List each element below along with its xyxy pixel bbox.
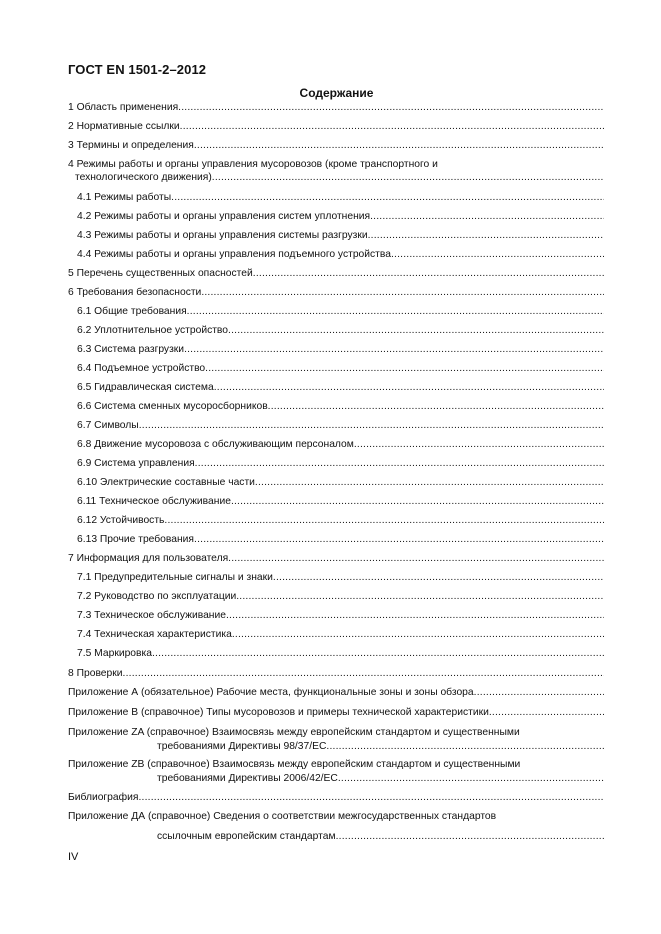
toc-entry-6-2[interactable] (77, 323, 604, 337)
dot-leader (164, 514, 604, 527)
dot-leader (226, 609, 604, 622)
dot-leader (178, 101, 604, 114)
toc-entry-8[interactable] (68, 666, 604, 680)
toc-entry-text: 6.5 Гидравлическая система (77, 382, 214, 393)
toc-entry-6-11[interactable] (77, 494, 604, 508)
page-number: IV (68, 851, 79, 863)
dot-leader (139, 419, 604, 432)
toc-entry-text: 4.4 Режимы работы и органы управления подъемного устройства (77, 249, 391, 260)
toc-entry-annex-zb[interactable] (157, 771, 604, 785)
toc-entry-6-5[interactable] (77, 380, 604, 394)
dot-leader (268, 400, 604, 413)
toc-entry-text: 6.13 Прочие требования (77, 534, 195, 545)
dot-leader (194, 139, 604, 152)
toc-entry-text: 6.1 Общие требования (77, 306, 187, 317)
dot-leader (336, 830, 604, 843)
dot-leader (273, 571, 604, 584)
toc-entry-text: требованиями Директивы 98/37/ЕС (157, 741, 327, 752)
dot-leader (138, 791, 604, 804)
dot-leader (187, 305, 604, 318)
toc-entry-1[interactable] (68, 100, 604, 114)
toc-entry-text: 6.9 Система управления (77, 458, 195, 469)
toc-entry-6-6[interactable] (77, 399, 604, 413)
toc-entry-6-10[interactable] (77, 475, 604, 489)
toc-entry-annex-za-line1: Приложение ZA (справочное) Взаимосвязь между европейским стандартом и существенными (68, 727, 520, 738)
dot-leader (391, 248, 604, 261)
toc-entry-bibliography[interactable] (68, 790, 604, 804)
toc-entry-7-1[interactable] (77, 570, 604, 584)
dot-leader (171, 191, 604, 204)
dot-leader (474, 686, 604, 699)
toc-entry-text: 6.6 Система сменных мусоросборников (77, 401, 268, 412)
toc-entry-text: 6 Требования безопасности (68, 287, 202, 298)
toc-entry-4-4[interactable] (77, 247, 604, 261)
toc-entry-4-1[interactable] (77, 190, 604, 204)
toc-entry-text: Приложение А (обязательное) Рабочие места, функциональные зоны и зоны обзора (68, 687, 474, 698)
dot-leader (326, 740, 604, 753)
toc-entry-6-3[interactable] (77, 342, 604, 356)
dot-leader (212, 171, 604, 184)
toc-entry-text: 7.2 Руководство по эксплуатации (77, 591, 237, 602)
toc-entry-annex-b[interactable] (68, 705, 604, 719)
dot-leader (368, 229, 604, 242)
toc-entry-4[interactable] (75, 170, 604, 184)
dot-leader (123, 667, 604, 680)
toc-entry-text: 7.1 Предупредительные сигналы и знаки (77, 572, 273, 583)
toc-entry-6-12[interactable] (77, 513, 604, 527)
toc-entry-text: 1 Область применения (68, 102, 179, 113)
toc-entry-4-2[interactable] (77, 209, 604, 223)
toc-entry-6-13[interactable] (77, 532, 604, 546)
toc-entry-text: 4.1 Режимы работы (77, 192, 172, 203)
toc-entry-annex-da[interactable] (157, 829, 604, 843)
dot-leader (194, 533, 604, 546)
toc-entry-text: 6.10 Электрические составные части (77, 477, 255, 488)
dot-leader (228, 324, 604, 337)
toc-entry-7-4[interactable] (77, 627, 604, 641)
toc-entry-annex-da-line1: Приложение ДА (справочное) Сведения о соответствии межгосударственных стандартов (68, 811, 497, 822)
dot-leader (232, 628, 604, 641)
toc-entry-6-7[interactable] (77, 418, 604, 432)
toc-entry-7[interactable] (68, 551, 604, 565)
dot-leader (180, 120, 604, 133)
document-code: ГОСТ EN 1501-2–2012 (68, 62, 207, 77)
toc-entry-text: ссылочным европейским стандартам (157, 831, 336, 842)
toc-entry-5[interactable] (68, 266, 604, 280)
toc-title: Содержание (299, 86, 374, 100)
dot-leader (214, 381, 604, 394)
toc-entry-text: Библиография (68, 792, 139, 803)
dot-leader (228, 552, 604, 565)
toc-entry-annex-zb-line1: Приложение ZB (справочное) Взаимосвязь между европейским стандартом и существенными (68, 759, 521, 770)
toc-entry-text: 7 Информация для пользователя (68, 553, 229, 564)
toc-entry-text: требованиями Директивы 2006/42/ЕС (157, 773, 338, 784)
toc-entry-text: 6.3 Система разгрузки (77, 344, 185, 355)
dot-leader (253, 267, 604, 280)
dot-leader (184, 343, 604, 356)
toc-entry-7-2[interactable] (77, 589, 604, 603)
dot-leader (489, 706, 604, 719)
toc-entry-4-line1: 4 Режимы работы и органы управления мусоровозов (кроме транспортного и (68, 159, 438, 170)
toc-entry-4-3[interactable] (77, 228, 604, 242)
toc-entry-text: Приложение В (справочное) Типы мусоровозов и примеры технической характеристики (68, 707, 489, 718)
toc-entry-6-4[interactable] (77, 361, 604, 375)
toc-entry-text: 6.11 Техническое обслуживание (77, 496, 231, 507)
toc-entry-text: 6.12 Устойчивость (77, 515, 165, 526)
dot-leader (354, 438, 604, 451)
toc-entry-text: 6.8 Движение мусоровоза с обслуживающим персоналом (77, 439, 354, 450)
dot-leader (231, 495, 604, 508)
toc-entry-text: 7.4 Техническая характеристика (77, 629, 232, 640)
dot-leader (152, 647, 604, 660)
dot-leader (201, 286, 604, 299)
dot-leader (236, 590, 604, 603)
dot-leader (195, 457, 604, 470)
toc-entry-text: 2 Нормативные ссылки (68, 121, 180, 132)
dot-leader (370, 210, 604, 223)
toc-entry-text: 5 Перечень существенных опасностей (68, 268, 253, 279)
toc-entry-text: 6.7 Символы (77, 420, 139, 431)
toc-entry-3[interactable] (68, 138, 604, 152)
toc-entry-text: 7.5 Маркировка (77, 648, 152, 659)
toc-entry-text: технологического движения) (75, 172, 212, 183)
toc-entry-annex-za[interactable] (157, 739, 604, 753)
toc-entry-2[interactable] (68, 119, 604, 133)
toc-entry-6[interactable] (68, 285, 604, 299)
toc-entry-text: 3 Термины и определения (68, 140, 194, 151)
toc-entry-text: 6.2 Уплотнительное устройство (77, 325, 229, 336)
toc-entry-6-8[interactable] (77, 437, 604, 451)
toc-entry-7-5[interactable] (77, 646, 604, 660)
toc-entry-6-9[interactable] (77, 456, 604, 470)
dot-leader (338, 772, 604, 785)
dot-leader (205, 362, 604, 375)
toc-entry-text: 4.3 Режимы работы и органы управления системы разгрузки (77, 230, 368, 241)
toc-entry-6-1[interactable] (77, 304, 604, 318)
toc-entry-annex-a[interactable] (68, 685, 604, 699)
toc-entry-text: 4.2 Режимы работы и органы управления систем уплотнения (77, 211, 371, 222)
toc-entry-7-3[interactable] (77, 608, 604, 622)
toc-entry-text: 7.3 Техническое обслуживание (77, 610, 226, 621)
dot-leader (255, 476, 604, 489)
toc-entry-text: 8 Проверки (68, 668, 123, 679)
toc-entry-text: 6.4 Подъемное устройство (77, 363, 206, 374)
